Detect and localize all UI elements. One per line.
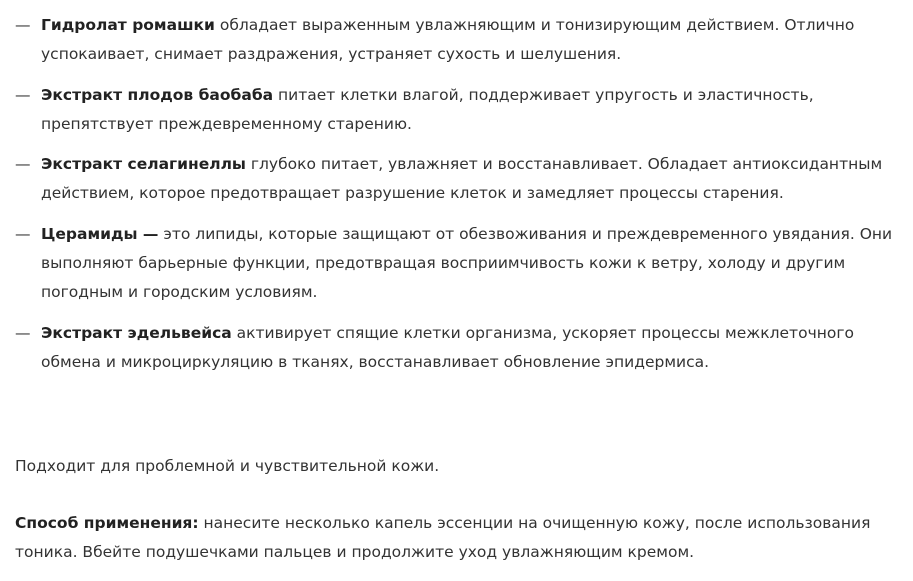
ingredient-description: активирует спящие клетки организма, ускоряет процессы межклеточного обмена и микроциркуляцию в тканях, восстанавливает обновление эпидермиса. xyxy=(41,323,854,371)
ingredient-description: глубоко питает, увлажняет и восстанавливает. Обладает антиоксидантным действием, которое предотвращает разрушение клеток и замедляет процессы старения. xyxy=(41,155,883,203)
dash-bullet: — xyxy=(15,85,31,104)
skin-type-note: Подходит для проблемной и чувствительной кожи. xyxy=(15,457,440,475)
ingredient-list xyxy=(15,11,895,388)
ingredient-description: это липиды, которые защищают от обезвоживания и преждевременного увядания. Они выполняют барьерные функции, предотвращая восприимчивость кожи к ветру, холоду и другим погодным и городским условиям. xyxy=(41,224,893,302)
ingredient-description: обладает выраженным увлажняющим и тонизирующим действием. Отлично успокаивает, снимает раздражения, устраняет сухость и шелушения. xyxy=(41,16,855,64)
list-item xyxy=(15,150,895,209)
ingredient-name: Церамиды — xyxy=(41,224,159,243)
ingredient-name: Экстракт плодов баобаба xyxy=(41,85,274,104)
dash-bullet: — xyxy=(15,224,31,243)
list-item xyxy=(15,11,895,70)
dash-bullet: — xyxy=(15,323,31,342)
usage-label: Способ применения: xyxy=(15,514,199,532)
ingredient-name: Гидролат ромашки xyxy=(41,16,215,34)
ingredient-description: питает клетки влагой, поддерживает упругость и эластичность, препятствует преждевременному старению. xyxy=(41,85,814,133)
dash-bullet: — xyxy=(15,16,31,34)
list-item xyxy=(15,220,895,308)
ingredient-name: Экстракт селагинеллы xyxy=(41,155,246,174)
list-item xyxy=(15,319,895,378)
usage-paragraph xyxy=(15,509,895,568)
ingredient-name: Экстракт эдельвейса xyxy=(41,323,232,342)
list-item xyxy=(15,81,895,140)
dash-bullet: — xyxy=(15,155,31,174)
usage-text: нанесите несколько капель эссенции на очищенную кожу, после использования тоника. Вбейте подушечками пальцев и продолжите уход увлажняющим кремом. xyxy=(15,514,871,562)
